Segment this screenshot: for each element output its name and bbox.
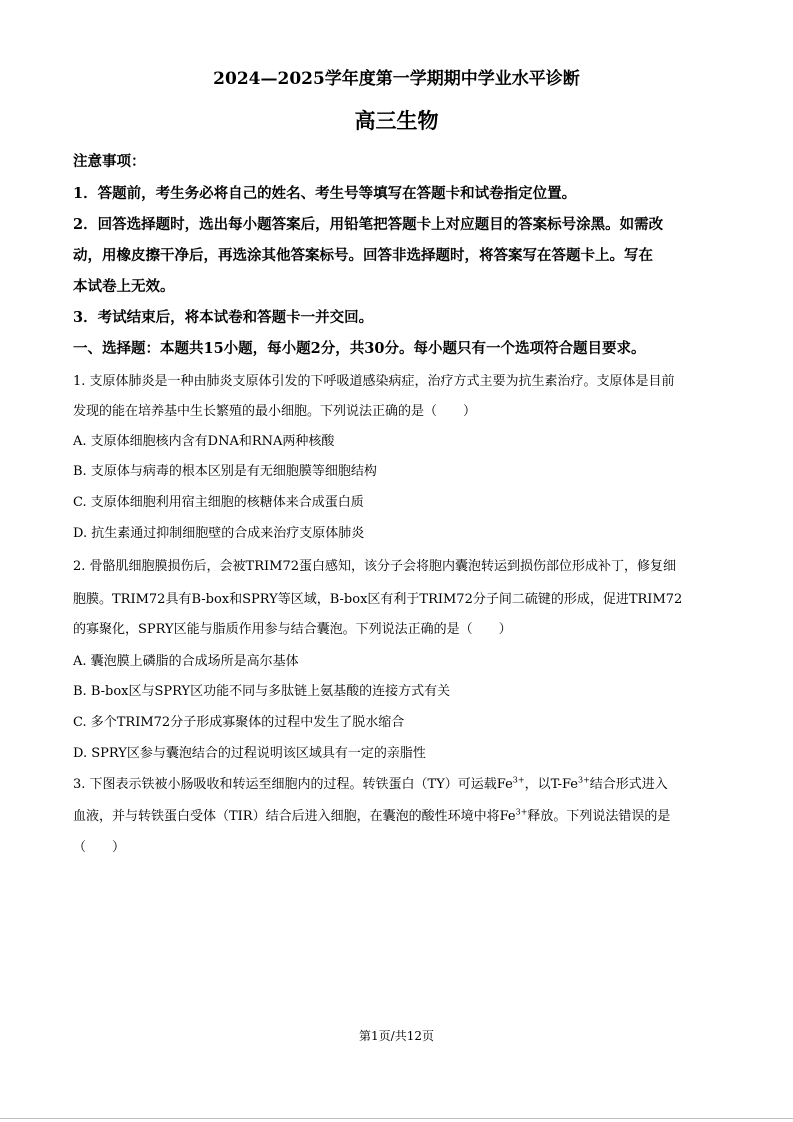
question-2-stem-line-1: 2. 骨骼肌细胞膜损伤后，会被TRIM72蛋白感知，该分子会将胞内囊泡转运到损伤部位形成补丁，修复细	[73, 559, 676, 574]
question-3-stem-line-3: （ ）	[73, 840, 126, 855]
question-1-option-c: C. 支原体细胞利用宿主细胞的核糖体来合成蛋白质	[73, 495, 364, 510]
notice-item-2-line-1: 2．回答选择题时，选出每小题答案后，用铅笔把答题卡上对应题目的答案标号涂黑。如需改	[73, 216, 664, 233]
notice-item-3: 3．考试结束后，将本试卷和答题卡一并交回。	[73, 309, 374, 326]
question-1-option-d: D. 抗生素通过抑制细胞壁的合成来治疗支原体肺炎	[73, 526, 365, 541]
section-heading: 一、选择题：本题共15小题，每小题2分，共30分。每小题只有一个选项符合题目要求。	[73, 340, 646, 357]
question-2-option-c: C. 多个TRIM72分子形成寡聚体的过程中发生了脱水缩合	[73, 715, 405, 730]
notice-item-2-line-2: 动，用橡皮擦干净后，再选涂其他答案标号。回答非选择题时，将答案写在答题卡上。写在	[73, 247, 653, 264]
subject-title: 高三生物	[354, 108, 439, 133]
question-2-stem-line-2: 胞膜。TRIM72具有B-box和SPRY等区域，B-box区有利于TRIM72分子间二硫键的形成，促进TRIM72	[73, 592, 683, 607]
question-2-stem-line-3: 的寡聚化，SPRY区能与脂质作用参与结合囊泡。下列说法正确的是（ ）	[73, 622, 512, 637]
question-1-option-a: A. 支原体细胞核内含有DNA和RNA两种核酸	[73, 434, 335, 449]
question-3-stem-line-1: 3. 下图表示铁被小肠吸收和转运至细胞内的过程。转铁蛋白（TY）可运载$Fe^{3+}$，以$T-Fe^{3+}$结合形式进入	[73, 775, 668, 792]
bottom-rule	[0, 1118, 793, 1119]
question-3-stem-line-2: 血液，并与转铁蛋白受体（TIR）结合后进入细胞，在囊泡的酸性环境中将$Fe^{3+}$释放。下列说法错误的是	[73, 807, 671, 824]
exam-title: 2024—2025学年度第一学期期中学业水平诊断	[213, 69, 580, 89]
question-2-option-d: D. SPRY区参与囊泡结合的过程说明该区域具有一定的亲脂性	[73, 746, 426, 761]
notice-item-1: 1．答题前，考生务必将自己的姓名、考生号等填写在答题卡和试卷指定位置。	[73, 185, 577, 202]
page-number: 第1页/共12页	[359, 1029, 434, 1043]
question-2-option-b: B. B-box区与SPRY区功能不同与多肽链上氨基酸的连接方式有关	[73, 684, 451, 699]
question-2-option-a: A. 囊泡膜上磷脂的合成场所是高尔基体	[73, 654, 299, 669]
question-1-stem-line-1: 1. 支原体肺炎是一种由肺炎支原体引发的下呼吸道感染病症，治疗方式主要为抗生素治疗。支原体是目前	[73, 374, 675, 389]
notice-item-2-line-3: 本试卷上无效。	[73, 278, 175, 295]
notice-heading: 注意事项：	[73, 153, 146, 170]
question-1-stem-line-2: 发现的能在培养基中生长繁殖的最小细胞。下列说法正确的是（ ）	[73, 404, 477, 419]
question-1-option-b: B. 支原体与病毒的根本区别是有无细胞膜等细胞结构	[73, 464, 377, 479]
